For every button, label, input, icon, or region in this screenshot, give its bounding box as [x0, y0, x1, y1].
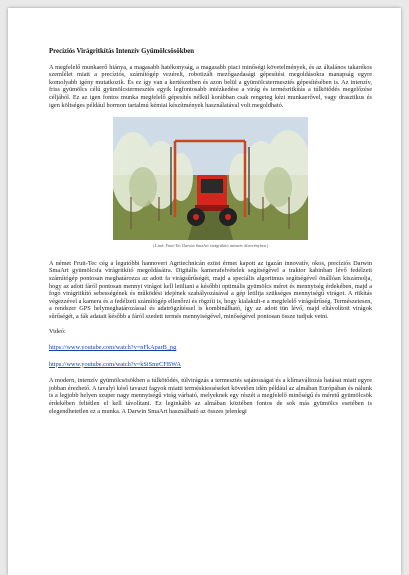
video-label: Videó: — [49, 327, 66, 335]
document-content — [49, 48, 372, 422]
paragraph-intro: A megfelelő munkaerő hiánya, a magasabb hatékonyság, a magasabb piaci minőségi követelmények, és az általános takarékos szemlélet miatt a precíziós, számítógép vezérelt, robotizált mezőgazdasági gépesítési megoldásokra manapság egyre komolyabb igény mutatkozik. És ez így van a kertészetben és azon belül a gyümölcstermesztés gépesítésében is. Az intenzív, friss gyümölcs célú gyümölcstermesztés egyik legfontosabb intézkedése a virág és termésritkítás a túlkötődés megelőzése céljából. Ez az igen fontos munka megfelelő gépesítés nélkül korábban csak rengeteg kézi munkaerővel, vagy drasztikus és igen költséges például hormon tartalmú kémiai készítmények használatával volt megoldható. — [49, 63, 372, 109]
document-page — [8, 8, 401, 575]
video-link-2[interactable]: https://www.youtube.com/watch?v=kSiSmrCFBWA — [49, 360, 181, 368]
document-title: Precíziós Virágritkítás Intenzív Gyümölcsösökben — [49, 48, 195, 55]
tractor-photo-illustration — [113, 117, 308, 240]
paragraph-darwin: A német Fruit-Tec cég a legutóbbi hannoveri Agritechnicán ezüst érmet kapott az igazán innovatív, okos, precíziós Darwin SmaArt gyümölcsfa virágritkító megoldásáira. Digitális kamerafelvételek segítségével a traktor kabinban lévő fedélzeti számítógép pontosan meghatározza az adott fa virágsűrűségét, majd a speciális algoritmus segítségével önállóan kiszámolja, hogy az adott fáról pontosan mennyi virágot kell letiltani a későbbi optimális gyümölcs méret és mennyiség érdekében, majd a fogó virágritkító sebességének és működési idejének szabályozásával a gép letiltja szükséges mennyiségű virágot. A ritkítás végezzével a kamera és a fedélzeti számítógép ellenőrzi és rögzíti is, hogy kialakult-e a megfelelő virágsűrűség. Természetesen, a rendszer GPS helymeghatározással és adatrögzítéssel is kombinálható, így az adott tün lévő, majd eltávolított virágok sűrűségét, a fák adatait később a fáról szedett termés mennyiségével, minőségével pontosan össze tudjuk vetni. — [49, 259, 372, 320]
figure-caption: ( Lásd: Fruit-Tec Darwin SmaArt virágritkító intenzív ültetvényben ) — [152, 243, 269, 249]
video-link-1[interactable]: https://www.youtube.com/watch?v=nFkAparB_pg — [49, 344, 177, 352]
tractor-photo — [113, 117, 308, 240]
paragraph-modern: A modern, intenzív gyümölcsösökben a túlkötődés, túlvirágzás a termesztés sajátosságai és a klímaváltozás hatásai miatt egyre jobban érezhető. A tavalyi késő tavaszi fagyok miatti terméskiesséseket követően idén például az almában Európában és nálunk is a legjobb helyen szuper nagy mennyiségű virág várható, melyeknek egy részét a megfelelő minőségű és méretű gyümölcsök érdekében feltétlen el kell távolítani. Ez leginkább az almában köztében fontos de sok más gyümölcs esetében is elegendhetetlen ez a munka. A Darwin SmaArt használható az összes jelenlegi — [49, 377, 372, 415]
